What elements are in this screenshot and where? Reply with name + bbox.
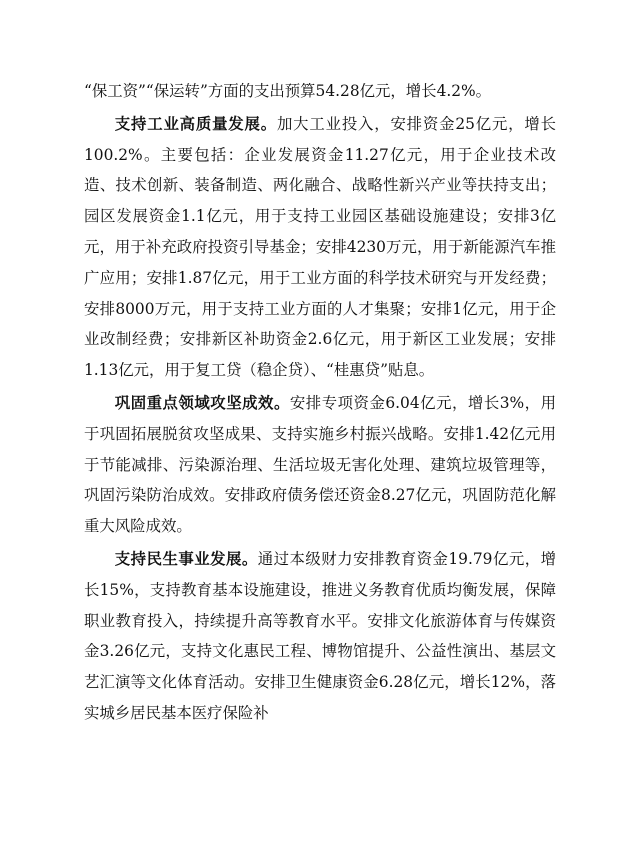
- paragraph-body: 安排专项资金6.04亿元，增长3%，用于巩固拓展脱贫攻坚成果、支持实施乡村振兴战略。安排1.42亿元用于节能减排、污染源治理、生活垃圾无害化处理、建筑垃圾管理等，巩固污染防治成效。安排政府债务偿还资金8.27亿元，巩固防范化解重大风险成效。: [84, 393, 556, 536]
- paragraph-key-areas: [84, 388, 556, 542]
- paragraph-heading: 支持民生事业发展。: [114, 549, 258, 568]
- document-page: [84, 76, 556, 729]
- paragraph-livelihood: [84, 544, 556, 729]
- paragraph-industry: [84, 109, 556, 386]
- paragraph-heading: 支持工业高质量发展。: [114, 114, 277, 133]
- paragraph-continuation: [84, 76, 556, 107]
- paragraph-body: “保工资”“保运转”方面的支出预算54.28亿元，增长4.2%。: [84, 82, 492, 100]
- paragraph-body: 加大工业投入，安排资金25亿元，增长100.2%。主要包括：企业发展资金11.27亿元，用于企业技术改造、技术创新、装备制造、两化融合、战略性新兴产业等扶持支出；园区发展资金1.1亿元，用于支持工业园区基础设施建设；安排3亿元，用于补充政府投资引导基金；安排4230万元，用于新能源汽车推广应用；安排1.87亿元，用于工业方面的科学技术研究与开发经费；安排8000万元，用于支持工业方面的人才集聚；安排1亿元，用于企业改制经费；安排新区补助资金2.6亿元，用于新区工业发展；安排1.13亿元，用于复工贷（稳企贷）、“桂惠贷”贴息。: [84, 114, 556, 380]
- paragraph-heading: 巩固重点领域攻坚成效。: [114, 393, 290, 412]
- paragraph-body: 通过本级财力安排教育资金19.79亿元，增长15%，支持教育基本设施建设，推进义务教育优质均衡发展，保障职业教育投入，持续提升高等教育水平。安排文化旅游体育与传媒资金3.26亿元，支持文化惠民工程、博物馆提升、公益性演出、基层文艺汇演等文化体育活动。安排卫生健康资金6.28亿元，增长12%，落实城乡居民基本医疗保险补: [84, 549, 556, 722]
